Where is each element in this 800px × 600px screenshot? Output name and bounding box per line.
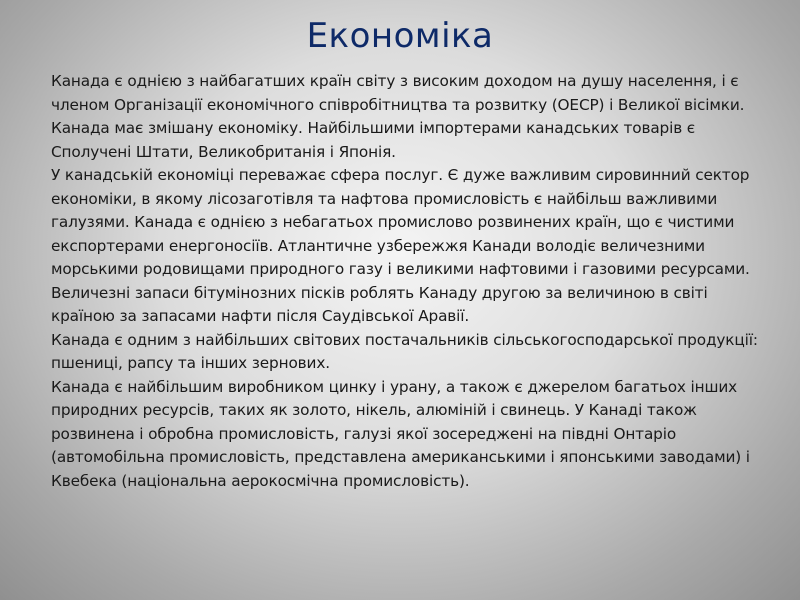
slide-title: Економіка	[306, 16, 494, 56]
paragraph: Канада є однією з найбагатших країн світу з високим доходом на душу населення, і є членом Організації економічного співробітництва та розвитку (OECP) і Великої вісімки.	[51, 72, 745, 114]
paragraph: Канада є найбільшим виробником цинку і урану, а також є джерелом багатьох інших природних ресурсів, таких як золото, нікель, алюміній і свинець. У Канаді також розвинена і обробна промисловість, галузі якої зосереджені на півдні Онтаріо (автомобільна промисловість, представлена американськими і японськими заводами) і Квебека (національна аерокосмічна промисловість).	[51, 377, 750, 490]
paragraph: Канада має змішану економіку. Найбільшими імпортерами канадських товарів є Сполучені Штати, Великобританія і Японія.	[51, 119, 696, 161]
paragraph: У канадській економіці переважає сфера послуг. Є дуже важливим сировинний сектор економіки, в якому лісозаготівля та нафтова промисловість є найбільш важливими галузями. Канада є однією з небагатьох промислово розвинених країн, що є чистими експортерами енергоносіїв. Атлантичне узбережжя Канади володіє величезними морськими родовищами природного газу і великими нафтовими і газовими ресурсами. Величезні запаси бітумінозних пісків роблять Канаду другою за величиною в світі країною за запасами нафти після Саудівської Аравії.	[51, 166, 750, 325]
slide-body	[51, 70, 766, 493]
paragraph: Канада є одним з найбільших світових постачальників сільськогосподарської продукції: пшениці, рапсу та інших зернових.	[51, 330, 758, 372]
